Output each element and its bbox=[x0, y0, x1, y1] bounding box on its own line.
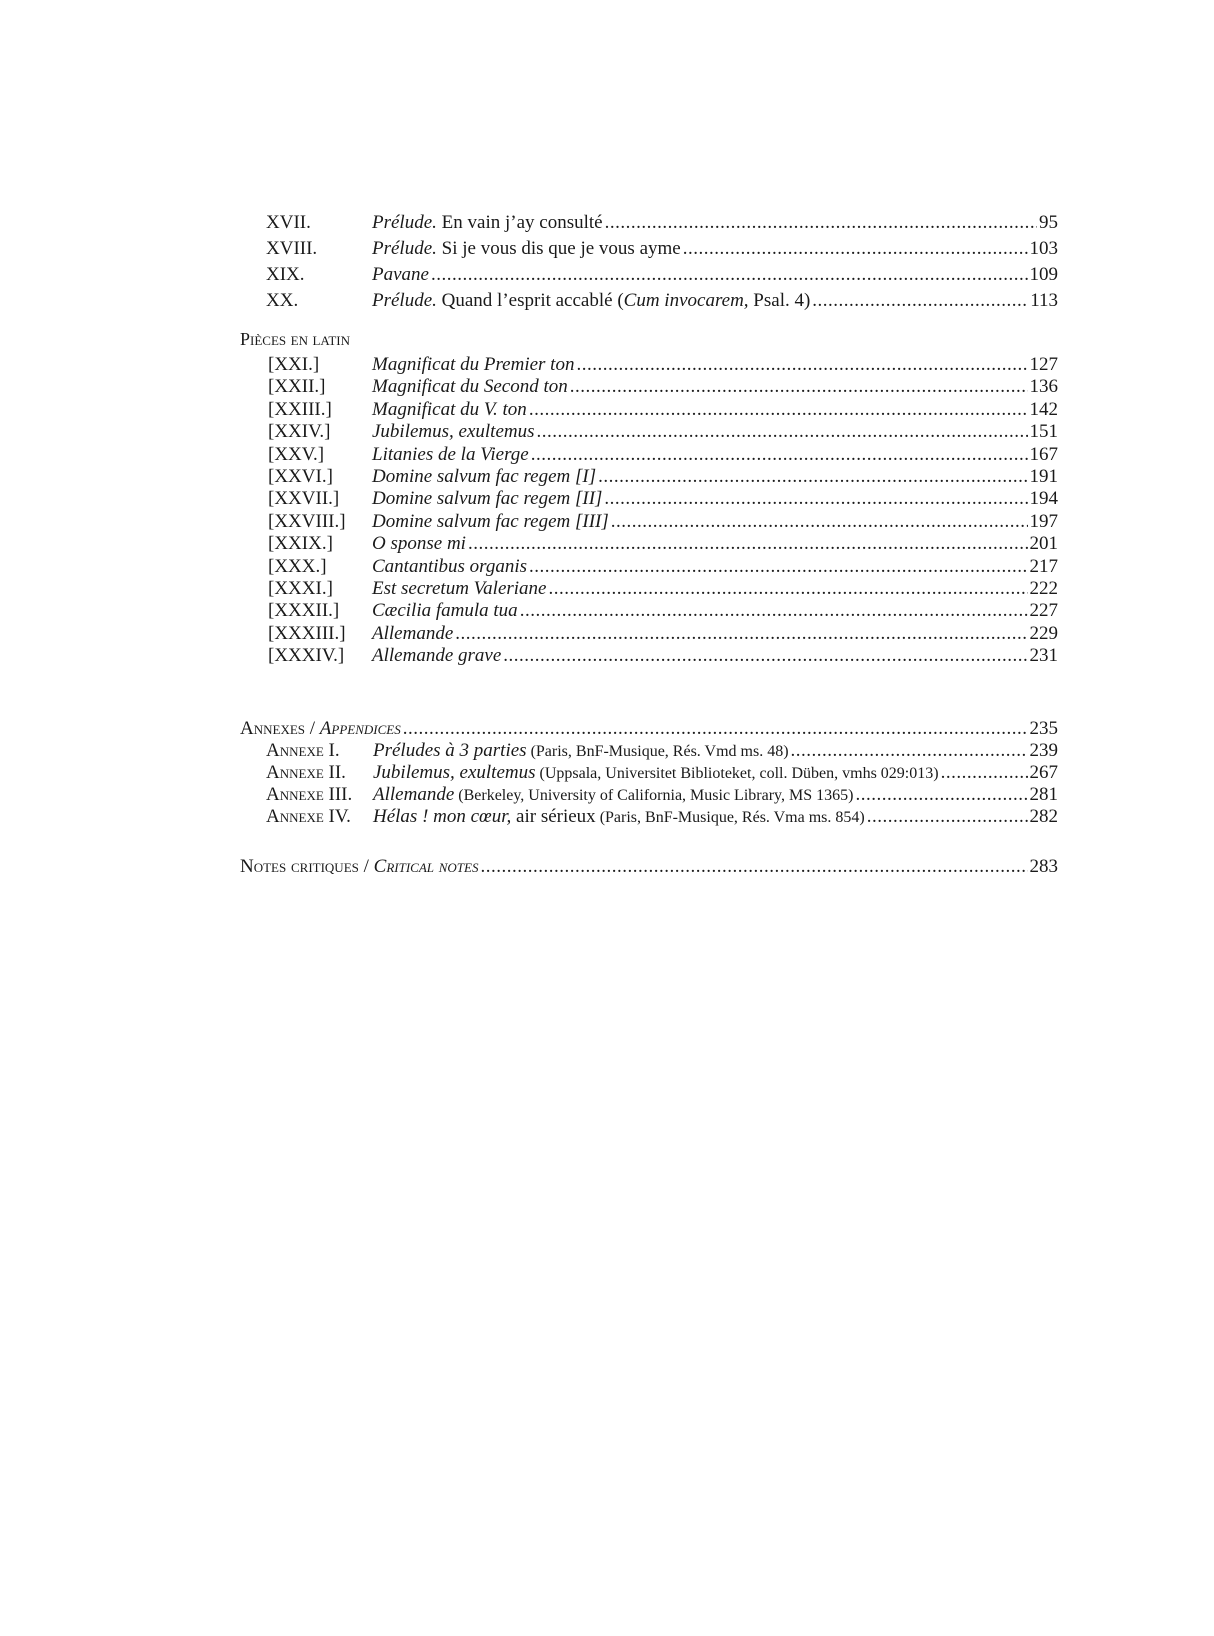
entry-number: [XXXIV.] bbox=[268, 645, 345, 667]
toc-entry bbox=[240, 623, 1058, 645]
toc-entry bbox=[240, 210, 1058, 236]
section-heading-latin: Pièces en latin bbox=[240, 329, 350, 349]
entry-number: [XXI.] bbox=[268, 354, 320, 375]
entry-number: Annexe I. bbox=[266, 740, 340, 761]
toc-entry bbox=[240, 740, 1058, 762]
leader-dots bbox=[605, 210, 1037, 236]
entry-title: Cæcilia famula tua bbox=[372, 600, 518, 622]
entry-page: 113 bbox=[1030, 290, 1058, 311]
toc-entry bbox=[240, 600, 1058, 622]
toc-entry bbox=[240, 806, 1058, 828]
entry-title: Magnificat du V. ton bbox=[372, 398, 527, 420]
toc-entry bbox=[240, 376, 1058, 398]
entry-number: [XXIV.] bbox=[268, 421, 331, 443]
entry-number: [XXV.] bbox=[268, 443, 325, 465]
leader-dots bbox=[570, 376, 1028, 398]
entry-page: 281 bbox=[1029, 784, 1058, 805]
entry-page: 267 bbox=[1029, 762, 1058, 783]
toc-entry bbox=[240, 262, 1058, 288]
entry-page: 217 bbox=[1029, 555, 1058, 577]
entry-page: 283 bbox=[1029, 856, 1058, 877]
toc-entry bbox=[240, 288, 1058, 314]
toc-entry bbox=[240, 444, 1058, 466]
toc-entry bbox=[240, 533, 1058, 555]
entry-title: Magnificat du Premier ton bbox=[372, 354, 575, 375]
entry-number: [XXXII.] bbox=[268, 600, 340, 622]
leader-dots bbox=[855, 784, 1027, 806]
entry-title: Annexes / Appendices bbox=[240, 718, 401, 739]
entry-number: [XXVII.] bbox=[268, 488, 340, 510]
leader-dots bbox=[403, 718, 1028, 740]
toc-annexes bbox=[240, 718, 1058, 828]
entry-title: Magnificat du Second ton bbox=[372, 376, 568, 398]
toc-entry bbox=[240, 488, 1058, 510]
leader-dots bbox=[529, 399, 1028, 421]
entry-page: 239 bbox=[1029, 740, 1058, 761]
entry-page: 136 bbox=[1029, 376, 1058, 398]
toc-entry-notes bbox=[240, 856, 1058, 878]
entry-page: 222 bbox=[1029, 577, 1058, 599]
entry-number: XX. bbox=[266, 290, 299, 311]
entry-title: Prélude. Si je vous dis que je vous ayme bbox=[372, 238, 681, 259]
leader-dots bbox=[604, 488, 1027, 510]
entry-page: 109 bbox=[1029, 264, 1058, 285]
leader-dots bbox=[812, 288, 1028, 314]
entry-number: Annexe IV. bbox=[266, 806, 351, 827]
toc-entry bbox=[240, 236, 1058, 262]
entry-number: [XXX.] bbox=[268, 555, 327, 577]
leader-dots bbox=[941, 762, 1028, 784]
entry-number: [XXVI.] bbox=[268, 465, 333, 487]
entry-title: Préludes à 3 parties (Paris, BnF-Musique, Rés. Vmd ms. 48) bbox=[373, 740, 789, 761]
leader-dots bbox=[529, 556, 1027, 578]
entry-number: XVIII. bbox=[266, 238, 318, 259]
toc-entry bbox=[240, 645, 1058, 667]
entry-number: [XXII.] bbox=[268, 376, 326, 398]
entry-title: Domine salvum fac regem [III] bbox=[372, 510, 609, 532]
entry-number: [XXIII.] bbox=[268, 398, 332, 420]
entry-title: Cantantibus organis bbox=[372, 555, 528, 577]
toc-french-pieces bbox=[240, 210, 1058, 314]
entry-title: Domine salvum fac regem [II] bbox=[372, 488, 603, 510]
entry-number: [XXIX.] bbox=[268, 533, 333, 555]
entry-page: 201 bbox=[1029, 533, 1058, 555]
entry-title: Notes critiques / Critical notes bbox=[240, 856, 479, 877]
entry-number: XVII. bbox=[266, 212, 311, 233]
entry-title: Allemande bbox=[372, 622, 454, 644]
leader-dots bbox=[455, 623, 1027, 645]
toc-entry-annexes-heading bbox=[240, 718, 1058, 740]
entry-page: 197 bbox=[1029, 510, 1058, 532]
entry-number: [XXXI.] bbox=[268, 577, 333, 599]
entry-title: Pavane bbox=[372, 264, 429, 285]
entry-page: 167 bbox=[1029, 443, 1058, 465]
entry-page: 235 bbox=[1029, 718, 1058, 739]
entry-title: Prélude. Quand l’esprit accablé (Cum invocarem, Psal. 4) bbox=[372, 290, 811, 311]
entry-title: Domine salvum fac regem [I] bbox=[372, 465, 597, 487]
entry-number: XIX. bbox=[266, 264, 305, 285]
entry-page: 95 bbox=[1039, 212, 1058, 233]
entry-page: 194 bbox=[1029, 488, 1058, 510]
leader-dots bbox=[598, 466, 1027, 488]
toc-entry bbox=[240, 421, 1058, 443]
entry-title: O sponse mi bbox=[372, 533, 466, 555]
entry-title: Allemande (Berkeley, University of California, Music Library, MS 1365) bbox=[373, 784, 854, 805]
entry-page: 282 bbox=[1029, 806, 1058, 827]
entry-page: 227 bbox=[1029, 600, 1058, 622]
entry-number: Annexe II. bbox=[266, 762, 346, 783]
leader-dots bbox=[548, 578, 1027, 600]
leader-dots bbox=[431, 262, 1028, 288]
entry-number: [XXXIII.] bbox=[268, 622, 346, 644]
toc-entry bbox=[240, 762, 1058, 784]
entry-title: Prélude. En vain j’ay consulté bbox=[372, 212, 603, 233]
entry-title: Est secretum Valeriane bbox=[372, 577, 547, 599]
leader-dots bbox=[537, 421, 1028, 443]
leader-dots bbox=[520, 600, 1028, 622]
entry-title: Jubilemus, exultemus (Uppsala, Universitet Biblioteket, coll. Düben, vmhs 029:013) bbox=[373, 762, 939, 783]
entry-title: Jubilemus, exultemus bbox=[372, 421, 535, 443]
leader-dots bbox=[468, 533, 1028, 555]
entry-number: [XXVIII.] bbox=[268, 510, 346, 532]
toc-entry bbox=[240, 354, 1058, 376]
entry-page: 231 bbox=[1029, 645, 1058, 667]
entry-title: Hélas ! mon cœur, air sérieux (Paris, BnF-Musique, Rés. Vma ms. 854) bbox=[373, 806, 865, 827]
toc-entry bbox=[240, 399, 1058, 421]
leader-dots bbox=[531, 444, 1028, 466]
toc-entry bbox=[240, 784, 1058, 806]
leader-dots bbox=[503, 645, 1027, 667]
entry-number: Annexe III. bbox=[266, 784, 353, 805]
entry-title: Allemande grave bbox=[372, 645, 502, 667]
leader-dots bbox=[867, 806, 1028, 828]
toc-entry bbox=[240, 466, 1058, 488]
entry-title: Litanies de la Vierge bbox=[372, 443, 529, 465]
toc-entry bbox=[240, 578, 1058, 600]
entry-page: 142 bbox=[1029, 398, 1058, 420]
toc-latin-pieces bbox=[240, 354, 1058, 667]
leader-dots bbox=[791, 740, 1028, 762]
entry-page: 127 bbox=[1029, 354, 1058, 375]
entry-page: 151 bbox=[1029, 421, 1058, 443]
entry-page: 103 bbox=[1029, 238, 1058, 259]
leader-dots bbox=[576, 354, 1027, 376]
annex-list bbox=[240, 740, 1058, 828]
toc-entry bbox=[240, 556, 1058, 578]
entry-page: 229 bbox=[1029, 622, 1058, 644]
leader-dots bbox=[683, 236, 1028, 262]
leader-dots bbox=[480, 856, 1027, 878]
toc-entry bbox=[240, 511, 1058, 533]
leader-dots bbox=[611, 511, 1028, 533]
entry-page: 191 bbox=[1029, 465, 1058, 487]
